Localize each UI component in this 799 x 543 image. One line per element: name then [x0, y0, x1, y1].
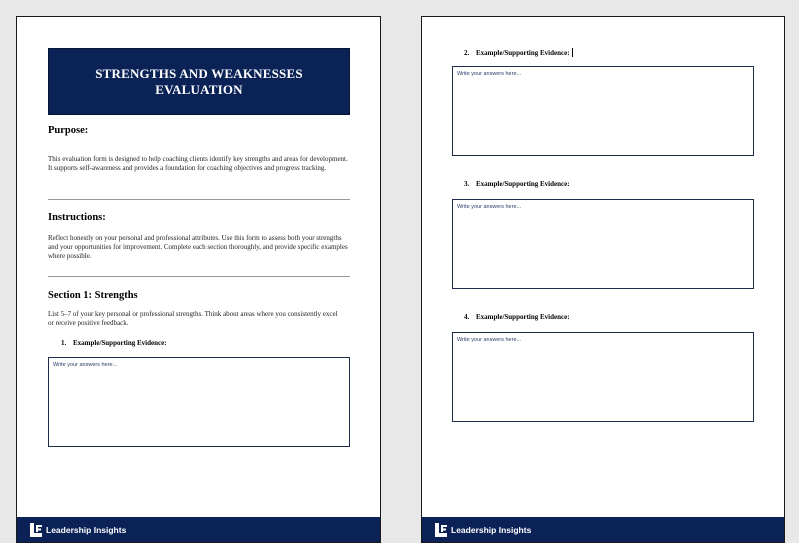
answer-placeholder: Write your answers here...: [457, 337, 522, 343]
item-label-text: Example/Supporting Evidence:: [476, 180, 570, 188]
divider: [48, 276, 350, 277]
answer-box-1[interactable]: [48, 357, 350, 447]
leadership-insights-logo-icon: [434, 522, 448, 538]
divider: [48, 199, 350, 200]
purpose-heading: Purpose:: [48, 125, 89, 136]
item-label-1: [61, 339, 167, 347]
footer-brand: Leadership Insights: [451, 524, 532, 535]
document-page-2: [421, 16, 785, 543]
item-label-4: [464, 313, 570, 321]
answer-placeholder: Write your answers here...: [457, 204, 522, 210]
item-number: 4.: [464, 313, 470, 321]
item-number: 1.: [61, 339, 67, 347]
instructions-text: Reflect honestly on your personal and professional attributes. Use this form to assess both your strengths and your opportunities for improvement. Complete each section thoroughly, and provide specific examples where possible.: [48, 234, 348, 260]
item-number: 2.: [464, 49, 470, 57]
page-footer: [17, 517, 380, 542]
answer-box-4[interactable]: [452, 332, 754, 422]
item-label-text: Example/Supporting Evidence:: [476, 49, 570, 57]
section-text: List 5–7 of your key personal or professional strengths. Think about areas where you consistently excel or receive positive feedback.: [48, 310, 338, 327]
document-title: STRENGTHS AND WEAKNESSES EVALUATION: [95, 65, 303, 97]
answer-placeholder: Write your answers here...: [457, 71, 522, 77]
document-title-banner: [48, 48, 350, 115]
answer-box-3[interactable]: [452, 199, 754, 289]
instructions-heading: Instructions:: [48, 212, 106, 223]
item-label-text: Example/Supporting Evidence:: [73, 339, 167, 347]
answer-placeholder: Write your answers here...: [53, 362, 118, 368]
answer-box-2[interactable]: [452, 66, 754, 156]
item-label-text: Example/Supporting Evidence:: [476, 313, 570, 321]
item-number: 3.: [464, 180, 470, 188]
footer-brand: Leadership Insights: [46, 524, 127, 535]
leadership-insights-logo-icon: [29, 522, 43, 538]
section-heading: Section 1: Strengths: [48, 290, 138, 301]
text-cursor: [572, 48, 573, 57]
purpose-text: This evaluation form is designed to help coaching clients identify key strengths and areas for development. It supports self-awareness and provides a foundation for coaching objectives and progress tracking.: [48, 155, 348, 172]
item-label-3: [464, 180, 570, 188]
document-page-1: [16, 16, 381, 543]
page-footer: [422, 517, 784, 542]
item-label-2: [464, 48, 573, 57]
